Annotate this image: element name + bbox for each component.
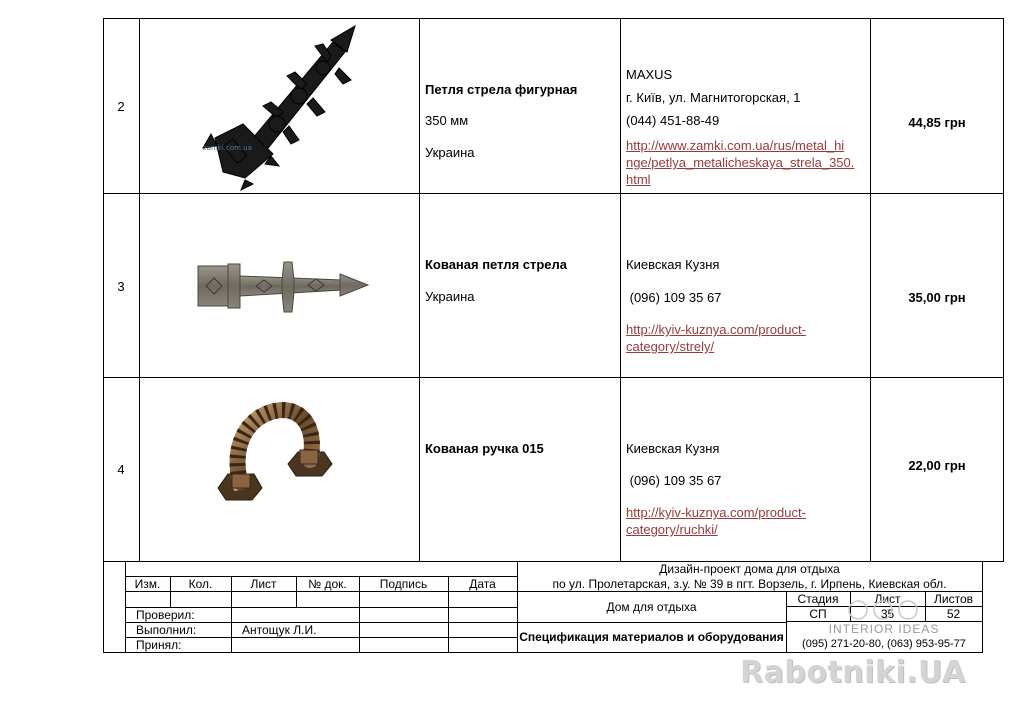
item-size: 350 мм [425,113,469,128]
company-name: INTERIOR IDEAS [828,622,940,636]
link-line[interactable]: category/ruchki/ [626,522,718,537]
col-divider [139,18,140,561]
supplier-name: MAXUS [626,67,673,82]
supplier-address: г. Київ, ул. Магнитогорская, 1 [626,90,801,105]
sheets-value: 52 [946,607,961,621]
stage-label: Стадия [797,592,839,606]
col-kol: Кол. [188,577,213,591]
col-podpis: Подпись [379,577,428,591]
table-border-top [103,18,1004,19]
supplier-phone: (044) 451-88-49 [626,113,720,128]
link-line[interactable]: http://www.zamki.com.ua/rus/metal_hi [626,138,845,153]
project-line2: по ул. Пролетарская, з.у. № 39 в пгт. Ворзель, г. Ирпень, Киевская обл. [552,577,947,591]
image-watermark: zamki.com.ua [203,144,252,152]
supplier-name: Киевская Кузня [626,257,720,272]
object-name: Дом для отдыха [606,600,697,614]
item-country: Украина [425,145,475,160]
stage-value: СП [809,607,827,621]
row-number: 3 [117,279,125,294]
checked-label: Проверил: [136,608,195,622]
supplier-phone: (096) 109 35 67 [626,290,722,305]
item-price: 44,85 грн [908,115,966,130]
supplier-link[interactable] [626,137,854,188]
project-line1: Дизайн-проект дома для отдыха [659,562,840,576]
forged-hinge-arrow-icon [192,256,370,318]
link-line[interactable]: http://kyiv-kuznya.com/product- [626,505,806,520]
supplier-link[interactable] [626,321,806,355]
done-name: Антощук Л.И. [242,623,317,637]
row-number: 4 [117,462,125,477]
supplier-name: Киевская Кузня [626,441,720,456]
link-line[interactable]: http://kyiv-kuznya.com/product- [626,322,806,337]
item-name: Кованая ручка 015 [425,441,544,456]
link-line[interactable]: html [626,172,651,187]
site-watermark: Rabotniki.UA [740,655,966,690]
item-name: Кованая петля стрела [425,257,568,272]
col-data: Дата [469,577,496,591]
sheet-label: Лист [874,592,901,606]
sheet-value: 35 [880,607,895,621]
row-divider [103,193,1004,194]
done-label: Выполнил: [136,623,197,637]
supplier-phone: (096) 109 35 67 [626,473,722,488]
accepted-label: Принял: [136,638,182,652]
sheets-label: Листов [934,592,973,606]
link-line[interactable]: category/strely/ [626,339,715,354]
row-divider [103,377,1004,378]
col-divider [419,18,420,561]
link-line[interactable]: nge/petlya_metalicheskaya_strela_350. [626,155,855,170]
col-list: Лист [250,577,277,591]
item-name: Петля стрела фигурная [425,82,578,97]
col-ndok: № док. [308,577,347,591]
item-price: 22,00 грн [908,458,966,473]
company-phones: (095) 271-20-80, (063) 953-95-77 [802,638,966,650]
item-country: Украина [425,289,475,304]
col-izm: Изм. [134,577,161,591]
supplier-link[interactable] [626,504,806,538]
item-price: 35,00 грн [908,290,966,305]
hinge-arrow-figured-icon [195,22,375,192]
forged-handle-icon [212,400,362,505]
sheet-title: Спецификация материалов и оборудования [519,630,784,644]
row-number: 2 [117,99,125,114]
col-divider [620,18,621,561]
